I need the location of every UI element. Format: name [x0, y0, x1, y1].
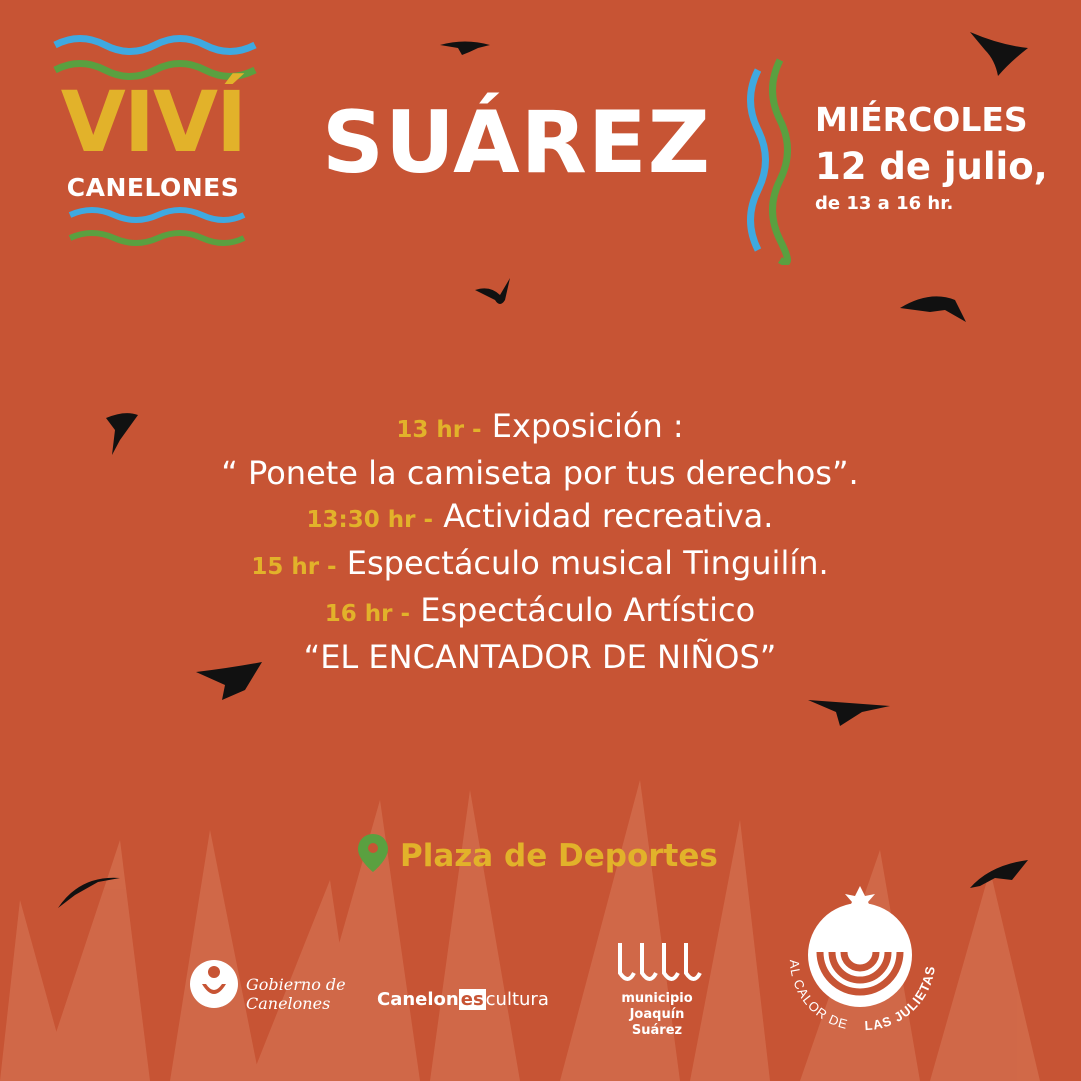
bird-icon	[900, 296, 966, 322]
program-text: Exposición :	[491, 407, 684, 445]
bird-icon	[475, 278, 510, 304]
program-text: “EL ENCANTADOR DE NIÑOS”	[303, 638, 777, 676]
gobierno-canelones-logo	[246, 975, 346, 1013]
gobierno-canelones-emblem	[188, 952, 240, 1014]
julietas-text-b: LAS JULIETAS	[864, 964, 939, 1034]
program-list	[120, 405, 960, 679]
las-julietas-logo	[770, 880, 950, 1050]
bird-icon	[58, 878, 120, 908]
program-time: 13:30 hr -	[306, 507, 434, 533]
program-text: Espectáculo musical Tinguilín.	[346, 544, 829, 582]
bird-icon	[808, 700, 890, 726]
municipio-logo-line: municipio	[621, 991, 693, 1006]
logo-canelones: CANELONES	[66, 173, 240, 202]
program-item	[120, 452, 960, 495]
municipio-logo-line: Joaquín	[629, 1007, 685, 1022]
gobierno-logo-line: Gobierno de	[246, 975, 346, 994]
program-text: Espectáculo Artístico	[420, 591, 756, 629]
program-text: Actividad recreativa.	[443, 497, 774, 535]
program-text: “ Ponete la camiseta por tus derechos”.	[221, 454, 859, 492]
program-item	[120, 589, 960, 636]
bird-icon	[970, 32, 1028, 76]
page-title: SUÁREZ	[322, 93, 712, 193]
map-pin-icon	[356, 832, 390, 874]
cultura-logo-part: es	[460, 989, 484, 1010]
program-item	[120, 542, 960, 589]
program-time: 15 hr -	[251, 554, 337, 580]
municipio-logo-line: Suárez	[631, 1023, 683, 1038]
event-date: 12 de julio,	[815, 145, 1048, 188]
cultura-logo-part: cultura	[485, 989, 549, 1010]
gobierno-logo-line: Canelones	[246, 994, 331, 1013]
bird-icon	[970, 860, 1028, 888]
logo-vivi: VIVÍ	[60, 73, 246, 171]
bird-icon	[440, 42, 490, 56]
program-item	[120, 405, 960, 452]
event-hours: de 13 a 16 hr.	[815, 193, 954, 214]
municipio-emblem	[612, 935, 704, 990]
canelones-es-cultura-logo	[377, 989, 549, 1010]
cultura-logo-part: Canelon	[377, 989, 459, 1010]
program-item	[120, 495, 960, 542]
program-item	[120, 636, 960, 679]
program-time: 16 hr -	[324, 601, 411, 627]
location-label: Plaza de Deportes	[400, 838, 718, 874]
julietas-text-a: AL CALOR DE	[786, 959, 850, 1032]
program-time: 13 hr -	[396, 417, 482, 443]
event-weekday: MIÉRCOLES	[815, 100, 1028, 139]
municipio-joaquin-suarez-logo	[612, 991, 702, 1039]
